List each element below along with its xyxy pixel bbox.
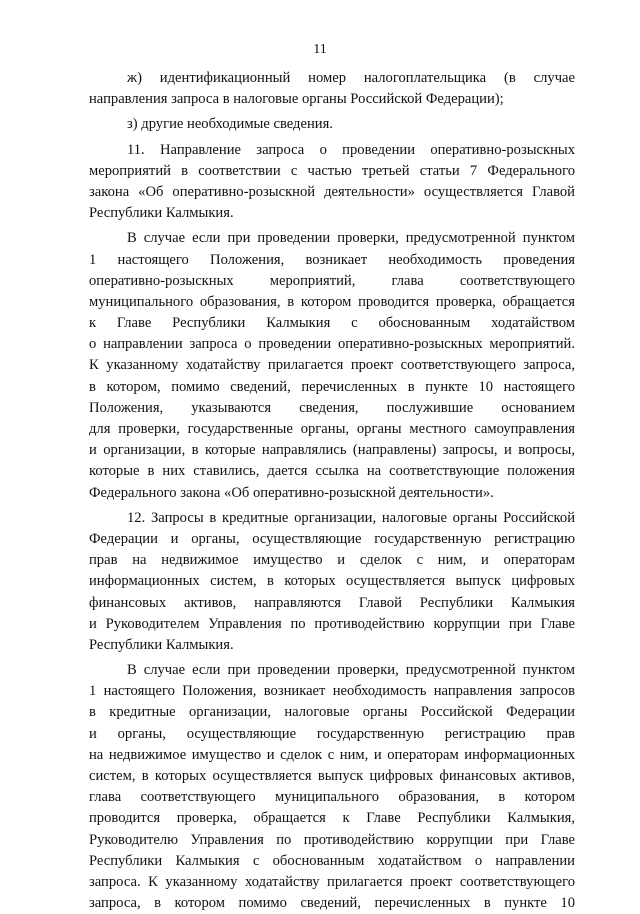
text-line: 11. Направление запроса о проведении оперативно-розыскных bbox=[127, 141, 575, 158]
text-line: и Руководителем Управления по противодействию коррупции при Главе bbox=[89, 615, 575, 632]
text-line: направления запроса в налоговые органы Российской Федерации); bbox=[89, 91, 504, 108]
text-line: для проверки, государственные органы, органы местного самоуправления bbox=[89, 421, 575, 437]
text-line: проводится проверка, обращается к Главе Республики Калмыкия, bbox=[89, 810, 575, 827]
text-line: В случае если при проведении проверки, предусмотренной пунктом bbox=[127, 662, 575, 679]
text-line: К указанному ходатайству прилагается проект соответствующего запроса, bbox=[89, 357, 575, 374]
text-line: и организации, в которые направлялись (направлены) запросы, и вопросы, bbox=[89, 442, 575, 459]
text-line: Республики Калмыкия. bbox=[89, 636, 234, 653]
text-line: 1 настоящего Положения, возникает необходимость направления запросов bbox=[89, 683, 575, 700]
text-line: финансовых активов, направляются Главой Республики Калмыкия bbox=[89, 594, 575, 611]
text-line: запроса, в котором помимо сведений, перечисленных в пункте 10 bbox=[89, 895, 575, 912]
text-line: Руководителю Управления по противодействию коррупции при Главе bbox=[89, 831, 575, 848]
text-line: Республики Калмыкия. bbox=[89, 205, 234, 222]
document-body bbox=[89, 68, 575, 914]
text-line: 12. Запросы в кредитные организации, налоговые органы Российской bbox=[127, 509, 575, 526]
text-line: которые в них ставились, дается ссылка на соответствующие положения bbox=[89, 463, 575, 480]
text-line: в котором, помимо сведений, перечисленных в пункте 10 настоящего bbox=[89, 378, 575, 395]
text-line: мероприятий в соответствии с частью третьей статьи 7 Федерального bbox=[89, 162, 575, 179]
text-line: Положения, указываются сведения, послужившие основанием bbox=[89, 399, 575, 416]
text-line: закона «Об оперативно-розыскной деятельности» осуществляется Главой bbox=[89, 183, 575, 200]
text-line: систем, в которых осуществляется выпуск цифровых финансовых активов, bbox=[89, 768, 575, 784]
text-line: Республики Калмыкия с обоснованным ходатайством о направлении bbox=[89, 852, 575, 869]
text-line: Федерального закона «Об оперативно-розыскной деятельности». bbox=[89, 484, 494, 501]
text-line: муниципального образования, в котором проводится проверка, обращается bbox=[89, 293, 575, 310]
text-line: и органы, осуществляющие государственную регистрацию прав bbox=[89, 725, 575, 742]
text-line: 1 настоящего Положения, возникает необходимость проведения bbox=[89, 251, 575, 268]
text-line: прав на недвижимое имущество и сделок с ним, и операторам bbox=[89, 552, 575, 569]
text-line: Федерации и органы, осуществляющие государственную регистрацию bbox=[89, 530, 575, 547]
text-line: на недвижимое имущество и сделок с ним, и операторам информационных bbox=[89, 746, 575, 763]
text-line: ж) идентификационный номер налогоплательщика (в случае bbox=[127, 70, 575, 86]
text-line: В случае если при проведении проверки, предусмотренной пунктом bbox=[127, 230, 575, 247]
text-line: оперативно-розыскных мероприятий, глава соответствующего bbox=[89, 272, 575, 289]
text-line: к Главе Республики Калмыкия с обоснованным ходатайством bbox=[89, 315, 575, 332]
text-line: запроса. К указанному ходатайству прилагается проект соответствующего bbox=[89, 873, 575, 890]
page-number: 11 bbox=[313, 42, 327, 57]
text-line: в кредитные организации, налоговые органы Российской Федерации bbox=[89, 704, 575, 721]
text-line: з) другие необходимые сведения. bbox=[127, 116, 333, 133]
text-line: глава соответствующего муниципального образования, в котором bbox=[89, 789, 575, 806]
text-line: информационных систем, в которых осуществляется выпуск цифровых bbox=[89, 573, 575, 590]
text-line: о направлении запроса о проведении оперативно-розыскных мероприятий. bbox=[89, 336, 575, 353]
